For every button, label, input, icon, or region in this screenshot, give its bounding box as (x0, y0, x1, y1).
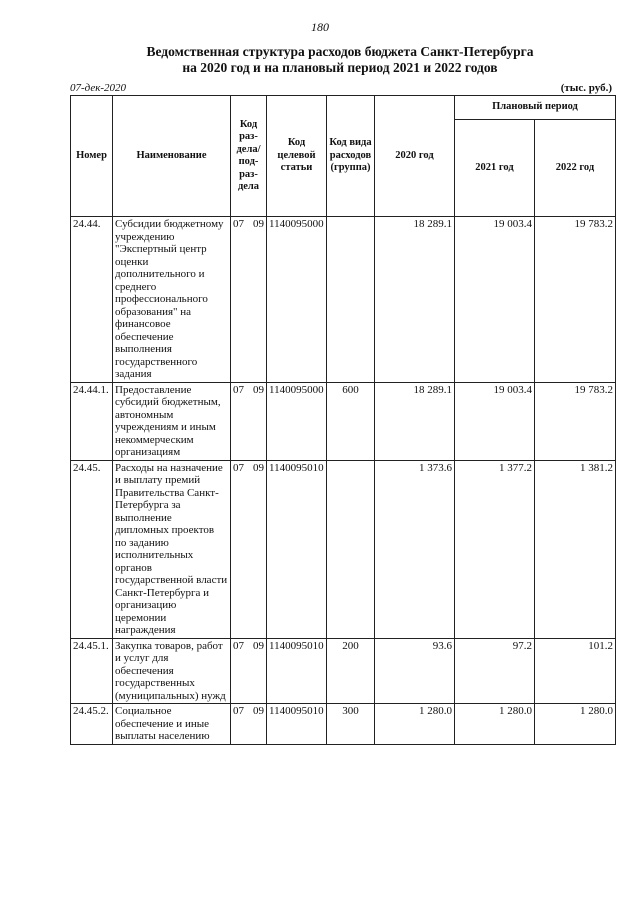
section-code: 07 (233, 705, 244, 717)
header-year-2021: 2021 год (455, 120, 535, 217)
header-expense-type: Код вида расходов (группа) (327, 96, 375, 217)
row-expense-type (327, 217, 375, 383)
row-2021: 1 377.2 (455, 460, 535, 638)
title-line-1: Ведомственная структура расходов бюджета Санкт-Петербурга (146, 44, 534, 59)
row-number: 24.45. (71, 460, 113, 638)
row-2022: 1 280.0 (535, 704, 616, 745)
document-title (90, 44, 590, 76)
section-code: 07 (233, 461, 244, 474)
subsection-code: 09 (253, 639, 264, 652)
header-number: Номер (71, 96, 113, 217)
row-2021: 97.2 (455, 638, 535, 704)
row-section (231, 382, 267, 460)
budget-table (70, 95, 616, 745)
row-2021: 19 003.4 (455, 217, 535, 383)
row-2022: 19 783.2 (535, 217, 616, 383)
row-2021: 19 003.4 (455, 382, 535, 460)
page-number: 180 (311, 20, 329, 34)
row-expense-type: 300 (327, 704, 375, 745)
row-2021: 1 280.0 (455, 704, 535, 745)
row-name: Расходы на назначение и выплату премий Правительства Санкт-Петербурга за выполнение дипломных проектов по заданию исполнительных органов государственной власти Санкт-Петербурга и организацию церемонии награждения (113, 460, 231, 638)
header-year-2020: 2020 год (375, 96, 455, 217)
row-2022: 19 783.2 (535, 382, 616, 460)
row-2020: 18 289.1 (375, 217, 455, 383)
row-target: 1140095010 (267, 704, 327, 745)
section-code: 07 (233, 383, 244, 396)
row-target: 1140095000 (267, 382, 327, 460)
table-row (71, 382, 616, 460)
subsection-code: 09 (253, 705, 264, 717)
header-year-2022: 2022 год (535, 120, 616, 217)
header-planned-period: Плановый период (455, 96, 616, 120)
header-name: Наименование (113, 96, 231, 217)
row-number: 24.44.1. (71, 382, 113, 460)
document-date: 07-дек-2020 (70, 82, 127, 94)
row-section (231, 460, 267, 638)
row-2020: 18 289.1 (375, 382, 455, 460)
row-name: Социальное обеспечение и иные выплаты населению (113, 704, 231, 745)
row-number: 24.44. (71, 217, 113, 383)
table-row (71, 217, 616, 383)
row-target: 1140095010 (267, 638, 327, 704)
subsection-code: 09 (253, 383, 264, 396)
subsection-code: 09 (253, 461, 264, 474)
table-row (71, 638, 616, 704)
row-section (231, 217, 267, 383)
header-target: Код целевой статьи (267, 96, 327, 217)
section-code: 07 (233, 639, 244, 652)
row-number: 24.45.1. (71, 638, 113, 704)
row-2020: 1 373.6 (375, 460, 455, 638)
row-2020: 1 280.0 (375, 704, 455, 745)
row-2022: 101.2 (535, 638, 616, 704)
row-expense-type: 600 (327, 382, 375, 460)
row-target: 1140095000 (267, 217, 327, 383)
units-label: (тыс. руб.) (560, 82, 612, 94)
row-section (231, 704, 267, 745)
row-name: Закупка товаров, работ и услуг для обеспечения государственных (муниципальных) нужд (113, 638, 231, 704)
row-expense-type (327, 460, 375, 638)
row-section (231, 638, 267, 704)
row-number: 24.45.2. (71, 704, 113, 745)
row-target: 1140095010 (267, 460, 327, 638)
row-name: Субсидии бюджетному учреждению "Экспертный центр оценки дополнительного и среднего профессионального образования" на финансовое обеспечение выполнения государственного задания (113, 217, 231, 383)
title-line-2: на 2020 год и на плановый период 2021 и 2022 годов (182, 60, 498, 75)
row-2022: 1 381.2 (535, 460, 616, 638)
row-name: Предоставление субсидий бюджетным, автономным учреждениям и иным некоммерческим организациям (113, 382, 231, 460)
section-code: 07 (233, 218, 244, 230)
header-section: Код раз-дела/ под-раз-дела (231, 96, 267, 217)
table-row (71, 460, 616, 638)
table-row (71, 704, 616, 745)
row-2020: 93.6 (375, 638, 455, 704)
subsection-code: 09 (253, 218, 264, 230)
row-expense-type: 200 (327, 638, 375, 704)
